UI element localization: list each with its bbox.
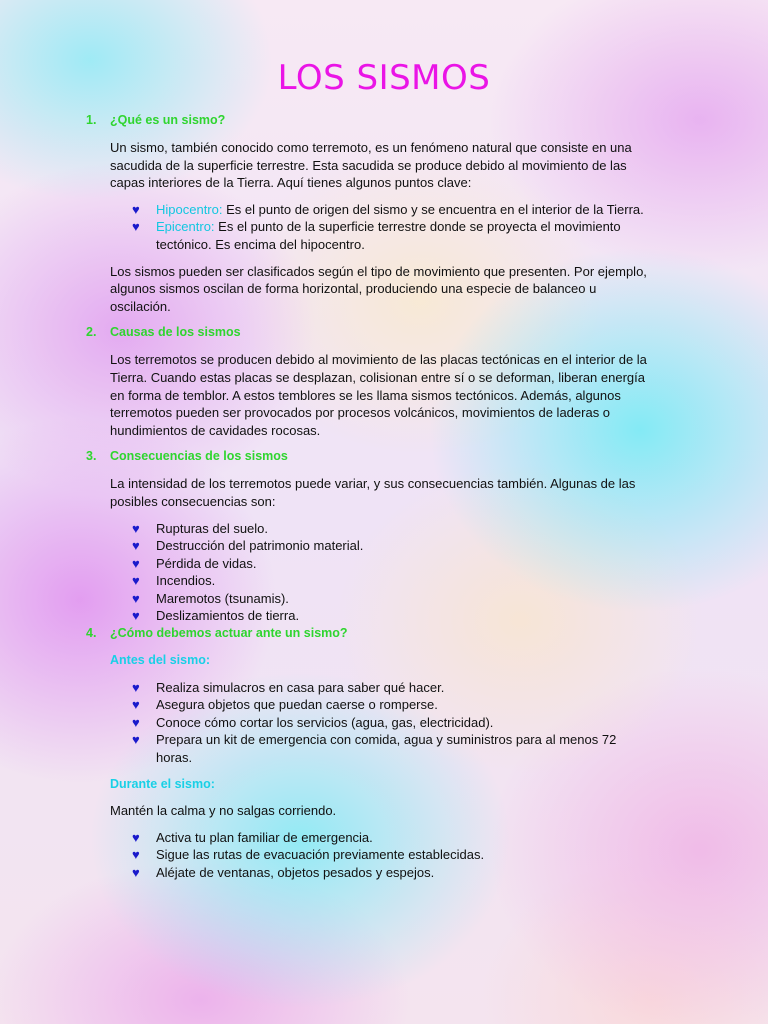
heart-icon: ♥ bbox=[132, 714, 140, 730]
heart-icon: ♥ bbox=[132, 520, 140, 536]
term-label: Hipocentro: bbox=[156, 201, 223, 217]
term-definition: Es el punto de la superficie terrestre donde se proyecta el movimiento tectónico. Es encima del hipocentro. bbox=[156, 219, 621, 252]
heart-icon: ♥ bbox=[132, 201, 140, 217]
list-item bbox=[0, 572, 656, 590]
list-item bbox=[0, 537, 656, 555]
list-item-text: Incendios. bbox=[156, 573, 216, 589]
heart-icon: ♥ bbox=[132, 732, 140, 748]
subheading-before: Antes del sismo: bbox=[110, 653, 211, 668]
list-item-text: Maremotos (tsunamis). bbox=[156, 590, 289, 606]
section-number: 2. bbox=[86, 325, 97, 340]
heart-icon: ♥ bbox=[132, 847, 140, 863]
heart-icon: ♥ bbox=[132, 697, 140, 713]
section-number: 3. bbox=[86, 449, 97, 464]
list-item-text: Conoce cómo cortar los servicios (agua, gas, electricidad). bbox=[156, 714, 494, 730]
list-item bbox=[0, 679, 656, 697]
list-item-text: Activa tu plan familiar de emergencia. bbox=[156, 829, 373, 845]
heart-icon: ♥ bbox=[132, 865, 140, 880]
heart-icon: ♥ bbox=[132, 573, 140, 589]
section-title: ¿Qué es un sismo? bbox=[110, 113, 226, 127]
list-item bbox=[0, 201, 656, 219]
list-item bbox=[0, 696, 656, 714]
heart-icon: ♥ bbox=[132, 829, 140, 845]
list-item-text: Aléjate de ventanas, objetos pesados y espejos. bbox=[156, 865, 435, 880]
list-item-text: Realiza simulacros en casa para saber qué hacer. bbox=[156, 679, 445, 695]
list-item bbox=[0, 555, 656, 573]
list-item bbox=[0, 520, 656, 538]
list-item-text: Pérdida de vidas. bbox=[156, 555, 257, 571]
heart-icon: ♥ bbox=[132, 538, 140, 554]
section-title: ¿Cómo debemos actuar ante un sismo? bbox=[110, 626, 348, 641]
list-item-text: Rupturas del suelo. bbox=[156, 520, 269, 536]
list-item-text: Sigue las rutas de evacuación previamente establecidas. bbox=[156, 847, 485, 863]
list-item bbox=[0, 864, 656, 882]
section-title: Consecuencias de los sismos bbox=[110, 449, 288, 464]
list-item bbox=[0, 218, 656, 253]
paragraph: Un sismo, también conocido como terremoto, es un fenómeno natural que consiste en una sacudida de la superficie terrestre. Esta sacudida se produce debido al movimiento de las capas interiores de la Tierra. Aquí tienes algunos puntos clave: bbox=[110, 140, 632, 191]
list-item bbox=[0, 846, 656, 864]
term-definition: Es el punto de origen del sismo y se encuentra en el interior de la Tierra. bbox=[222, 201, 644, 217]
section-heading bbox=[0, 448, 768, 466]
bullet-list bbox=[0, 201, 768, 254]
section-heading bbox=[0, 324, 768, 342]
heart-icon: ♥ bbox=[132, 219, 140, 235]
term-label: Epicentro: bbox=[156, 219, 215, 235]
list-item-text: Asegura objetos que puedan caerse o romperse. bbox=[156, 697, 438, 713]
paragraph: La intensidad de los terremotos puede variar, y sus consecuencias también. Algunas de las posibles consecuencias son: bbox=[110, 476, 636, 509]
bullet-list bbox=[0, 829, 768, 882]
list-item-text: Deslizamientos de tierra. bbox=[156, 608, 300, 624]
paragraph: Los sismos pueden ser clasificados según el tipo de movimiento que presenten. Por ejemplo, algunos sismos oscilan de forma horizontal, produciendo una especie de balanceo u oscilación. bbox=[110, 263, 647, 314]
bullet-list bbox=[0, 520, 768, 626]
list-item bbox=[0, 731, 656, 766]
page-title: LOS SISMOS bbox=[277, 58, 491, 98]
heart-icon: ♥ bbox=[132, 555, 140, 571]
list-item bbox=[0, 829, 656, 847]
subheading-during: Durante el sismo: bbox=[110, 776, 215, 791]
heart-icon: ♥ bbox=[132, 590, 140, 606]
section-number: 4. bbox=[86, 626, 97, 641]
section-heading bbox=[0, 112, 768, 130]
paragraph: Mantén la calma y no salgas corriendo. bbox=[110, 803, 337, 819]
bullet-list bbox=[0, 679, 768, 767]
section-heading bbox=[0, 625, 768, 643]
section-title: Causas de los sismos bbox=[110, 325, 241, 340]
list-item-text: Prepara un kit de emergencia con comida, agua y suministros para al menos 72 horas. bbox=[156, 732, 617, 766]
paragraph: Los terremotos se producen debido al movimiento de las placas tectónicas en el interior de la Tierra. Cuando estas placas se desplazan, colisionan entre sí o se deforman, liberan energía en forma de temblor. A estos temblores se les llama sismos tectónicos. Además, algunos terremotos pueden ser provocados por procesos volcánicos, movimientos de laderas o hundimientos de cavidades rocosas. bbox=[110, 352, 647, 438]
heart-icon: ♥ bbox=[132, 608, 140, 624]
list-item bbox=[0, 607, 656, 625]
heart-icon: ♥ bbox=[132, 679, 140, 695]
document-body bbox=[0, 112, 768, 882]
list-item bbox=[0, 714, 656, 732]
list-item-text: Destrucción del patrimonio material. bbox=[156, 538, 364, 554]
section-number: 1. bbox=[86, 113, 97, 127]
list-item bbox=[0, 590, 656, 608]
